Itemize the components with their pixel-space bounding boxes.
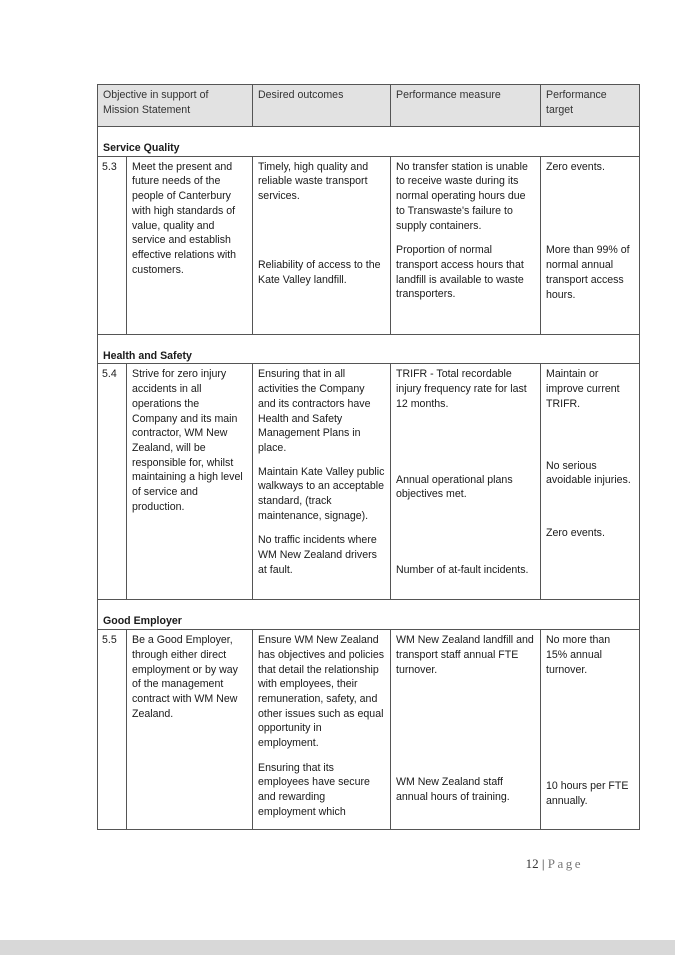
- measure-cell: [391, 630, 541, 830]
- objective-cell: Be a Good Employer, through either direct employment or by way of the management contract with WM New Zealand.: [127, 630, 253, 830]
- page-footer: [526, 856, 583, 872]
- target-cell: [541, 156, 640, 334]
- table-row: [98, 364, 640, 600]
- measure-text: Number of at-fault incidents.: [396, 563, 529, 576]
- target-text: More than 99% of normal annual transport access hours.: [546, 244, 630, 301]
- header-outcomes: Desired outcomes: [253, 85, 391, 127]
- target-text: No more than 15% annual turnover.: [546, 634, 611, 676]
- section-title-row: [98, 600, 640, 630]
- outcomes-cell: [253, 630, 391, 830]
- target-cell: [541, 364, 640, 600]
- header-row: [98, 85, 640, 127]
- section-number: 5.3: [98, 156, 127, 334]
- measure-cell: [391, 364, 541, 600]
- section-number: 5.4: [98, 364, 127, 600]
- measure-cell: [391, 156, 541, 334]
- table-row: [98, 156, 640, 334]
- section-title-row: [98, 334, 640, 364]
- header-objective: Objective in support of Mission Statement: [98, 85, 253, 127]
- section-title-good-employer: Good Employer: [98, 600, 640, 630]
- page-separator: |: [541, 856, 545, 871]
- measure-text: No transfer station is unable to receive waste during its normal operating hours due to Transwaste's failure to supply containers.: [396, 160, 528, 232]
- header-measure: Performance measure: [391, 85, 541, 127]
- target-text: Zero events.: [546, 526, 605, 539]
- page-label: Page: [547, 856, 583, 871]
- performance-table: [97, 84, 640, 830]
- outcome-text: No traffic incidents where WM New Zealand drivers at fault.: [258, 534, 377, 576]
- section-title-service-quality: Service Quality: [98, 127, 640, 157]
- objective-cell: Strive for zero injury accidents in all operations the Company and its main contractor, WM New Zealand, will be responsible for, whilst maintaining a high level of service and production.: [127, 364, 253, 600]
- header-target: Performance target: [541, 85, 640, 127]
- outcome-text: Reliability of access to the Kate Valley landfill.: [258, 258, 381, 286]
- measure-text: Annual operational plans objectives met.: [396, 473, 513, 501]
- outcomes-cell: [253, 156, 391, 334]
- section-title-row: [98, 127, 640, 157]
- outcome-text: Ensuring that in all activities the Company and its contractors have Health and Safety Management Plans in place.: [258, 368, 371, 454]
- target-text: 10 hours per FTE annually.: [546, 780, 629, 807]
- page-number: 12: [525, 856, 539, 871]
- target-text: No serious avoidable injuries.: [546, 459, 631, 487]
- measure-text: TRIFR - Total recordable injury frequency rate for last 12 months.: [396, 368, 527, 410]
- section-title-health-safety: Health and Safety: [98, 334, 640, 364]
- scan-edge-bar: [0, 940, 675, 955]
- target-text: Maintain or improve current TRIFR.: [546, 368, 620, 410]
- outcome-text: Maintain Kate Valley public walkways to an acceptable standard, (track maintenance, signage).: [258, 465, 385, 522]
- outcome-text: Ensuring that its employees have secure and rewarding employment which: [258, 761, 370, 818]
- measure-text: WM New Zealand landfill and transport staff annual FTE turnover.: [396, 634, 534, 676]
- objective-cell: Meet the present and future needs of the people of Canterbury with high standards of value, quality and service and establish effective relations with customers.: [127, 156, 253, 334]
- target-cell: [541, 630, 640, 830]
- target-text: Zero events.: [546, 160, 605, 173]
- section-number: 5.5: [98, 630, 127, 830]
- measure-text: Proportion of normal transport access hours that landfill is available to waste transporters.: [396, 244, 524, 301]
- outcome-text: Timely, high quality and reliable waste transport services.: [258, 160, 369, 203]
- outcome-text: Ensure WM New Zealand has objectives and policies that detail the relationship with employees, their remuneration, safety, and other issues such as equal opportunity in employment.: [258, 634, 385, 750]
- outcomes-cell: [253, 364, 391, 600]
- table-row: [98, 630, 640, 830]
- measure-text: WM New Zealand staff annual hours of training.: [396, 776, 510, 803]
